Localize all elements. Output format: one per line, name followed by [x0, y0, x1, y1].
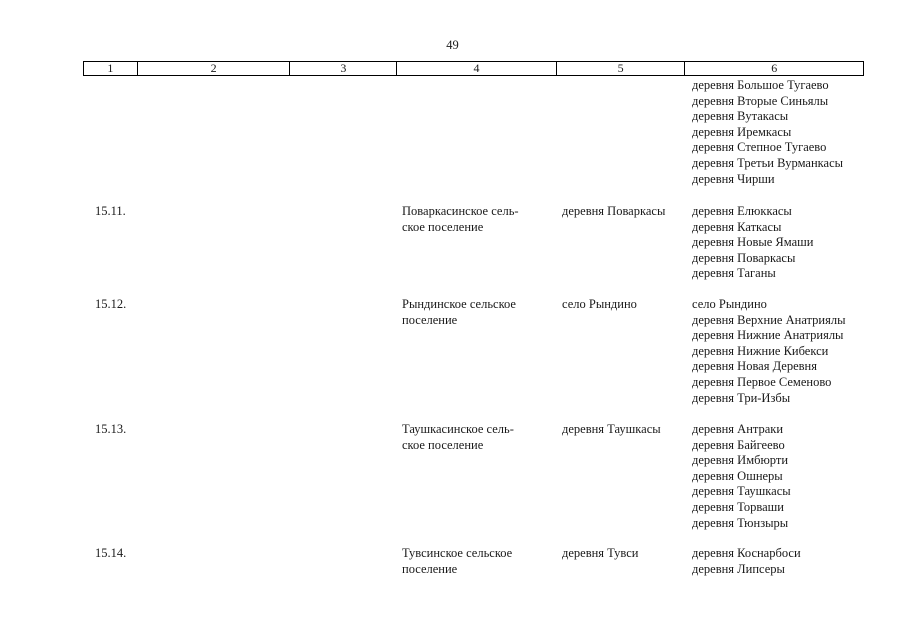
row-number: 15.13. — [95, 422, 127, 436]
place-item: деревня Иремкасы — [692, 124, 792, 139]
header-col-2: 2 — [138, 62, 291, 75]
place-item: деревня Большое Тугаево — [692, 78, 829, 92]
settlement-name-line: Рындинское сельское — [402, 297, 516, 311]
settlement-name — [402, 422, 552, 453]
settlement-name — [402, 297, 552, 328]
settlement-name-line: поселение — [402, 561, 458, 576]
place-item: деревня Нижние Анатриялы — [692, 328, 844, 343]
place-item: деревня Третьи Вурманкасы — [692, 155, 844, 170]
places-list — [692, 422, 892, 531]
administrative-center: деревня Тувси — [562, 546, 639, 560]
header-col-4: 4 — [397, 62, 557, 75]
place-item: деревня Три-Избы — [692, 390, 791, 405]
place-item: деревня Нижние Кибекси — [692, 343, 829, 358]
place-item: деревня Липсеры — [692, 561, 785, 576]
header-col-6: 6 — [771, 61, 778, 75]
place-item: деревня Торваши — [692, 499, 784, 514]
place-item: деревня Ошнеры — [692, 468, 783, 483]
settlement-name-line: Тувсинское сельское — [402, 546, 513, 560]
place-item: деревня Тюнзыры — [692, 515, 789, 530]
administrative-center: деревня Поваркасы — [562, 204, 666, 218]
administrative-center: село Рындино — [562, 297, 637, 311]
place-item: деревня Новые Ямаши — [692, 235, 814, 250]
place-item: деревня Каткасы — [692, 219, 782, 234]
place-item: деревня Верхние Анатриялы — [692, 312, 846, 327]
settlement-name — [402, 204, 552, 235]
continued-places-list — [692, 78, 843, 187]
place-item: деревня Елюккасы — [692, 204, 792, 218]
header-col-1: 1 — [84, 62, 138, 75]
page-number: 49 — [446, 38, 459, 52]
settlement-name-line: ское поселение — [402, 219, 484, 234]
place-item: деревня Новая Деревня — [692, 359, 817, 374]
places-list — [692, 546, 892, 577]
row-number: 15.11. — [95, 204, 126, 218]
place-item: деревня Поваркасы — [692, 250, 796, 265]
administrative-center: деревня Таушкасы — [562, 422, 661, 436]
place-item: деревня Байгеево — [692, 437, 785, 452]
settlement-name-line: поселение — [402, 312, 458, 327]
place-item: деревня Таушкасы — [692, 484, 791, 499]
place-item: деревня Вутакасы — [692, 109, 789, 124]
place-item: деревня Вторые Синьялы — [692, 93, 829, 108]
settlement-name-line: Таушкасинское сель- — [402, 422, 514, 436]
table-header-row — [83, 61, 864, 76]
row-number: 15.12. — [95, 297, 127, 311]
settlement-name — [402, 546, 552, 577]
place-item: деревня Антраки — [692, 422, 784, 436]
places-list — [692, 204, 892, 282]
header-col-3: 3 — [290, 62, 397, 75]
settlement-name-line: Поваркасинское сель- — [402, 204, 519, 218]
place-item: деревня Имбюрти — [692, 453, 789, 468]
place-item: деревня Коснарбоси — [692, 546, 801, 560]
place-item: деревня Первое Семеново — [692, 374, 832, 389]
place-item: деревня Степное Тугаево — [692, 140, 827, 155]
settlement-name-line: ское поселение — [402, 437, 484, 452]
places-list — [692, 297, 892, 406]
place-item: деревня Таганы — [692, 266, 776, 281]
place-item: село Рындино — [692, 297, 767, 311]
row-number: 15.14. — [95, 546, 127, 560]
header-col-5: 5 — [557, 62, 686, 75]
place-item: деревня Чирши — [692, 171, 775, 186]
